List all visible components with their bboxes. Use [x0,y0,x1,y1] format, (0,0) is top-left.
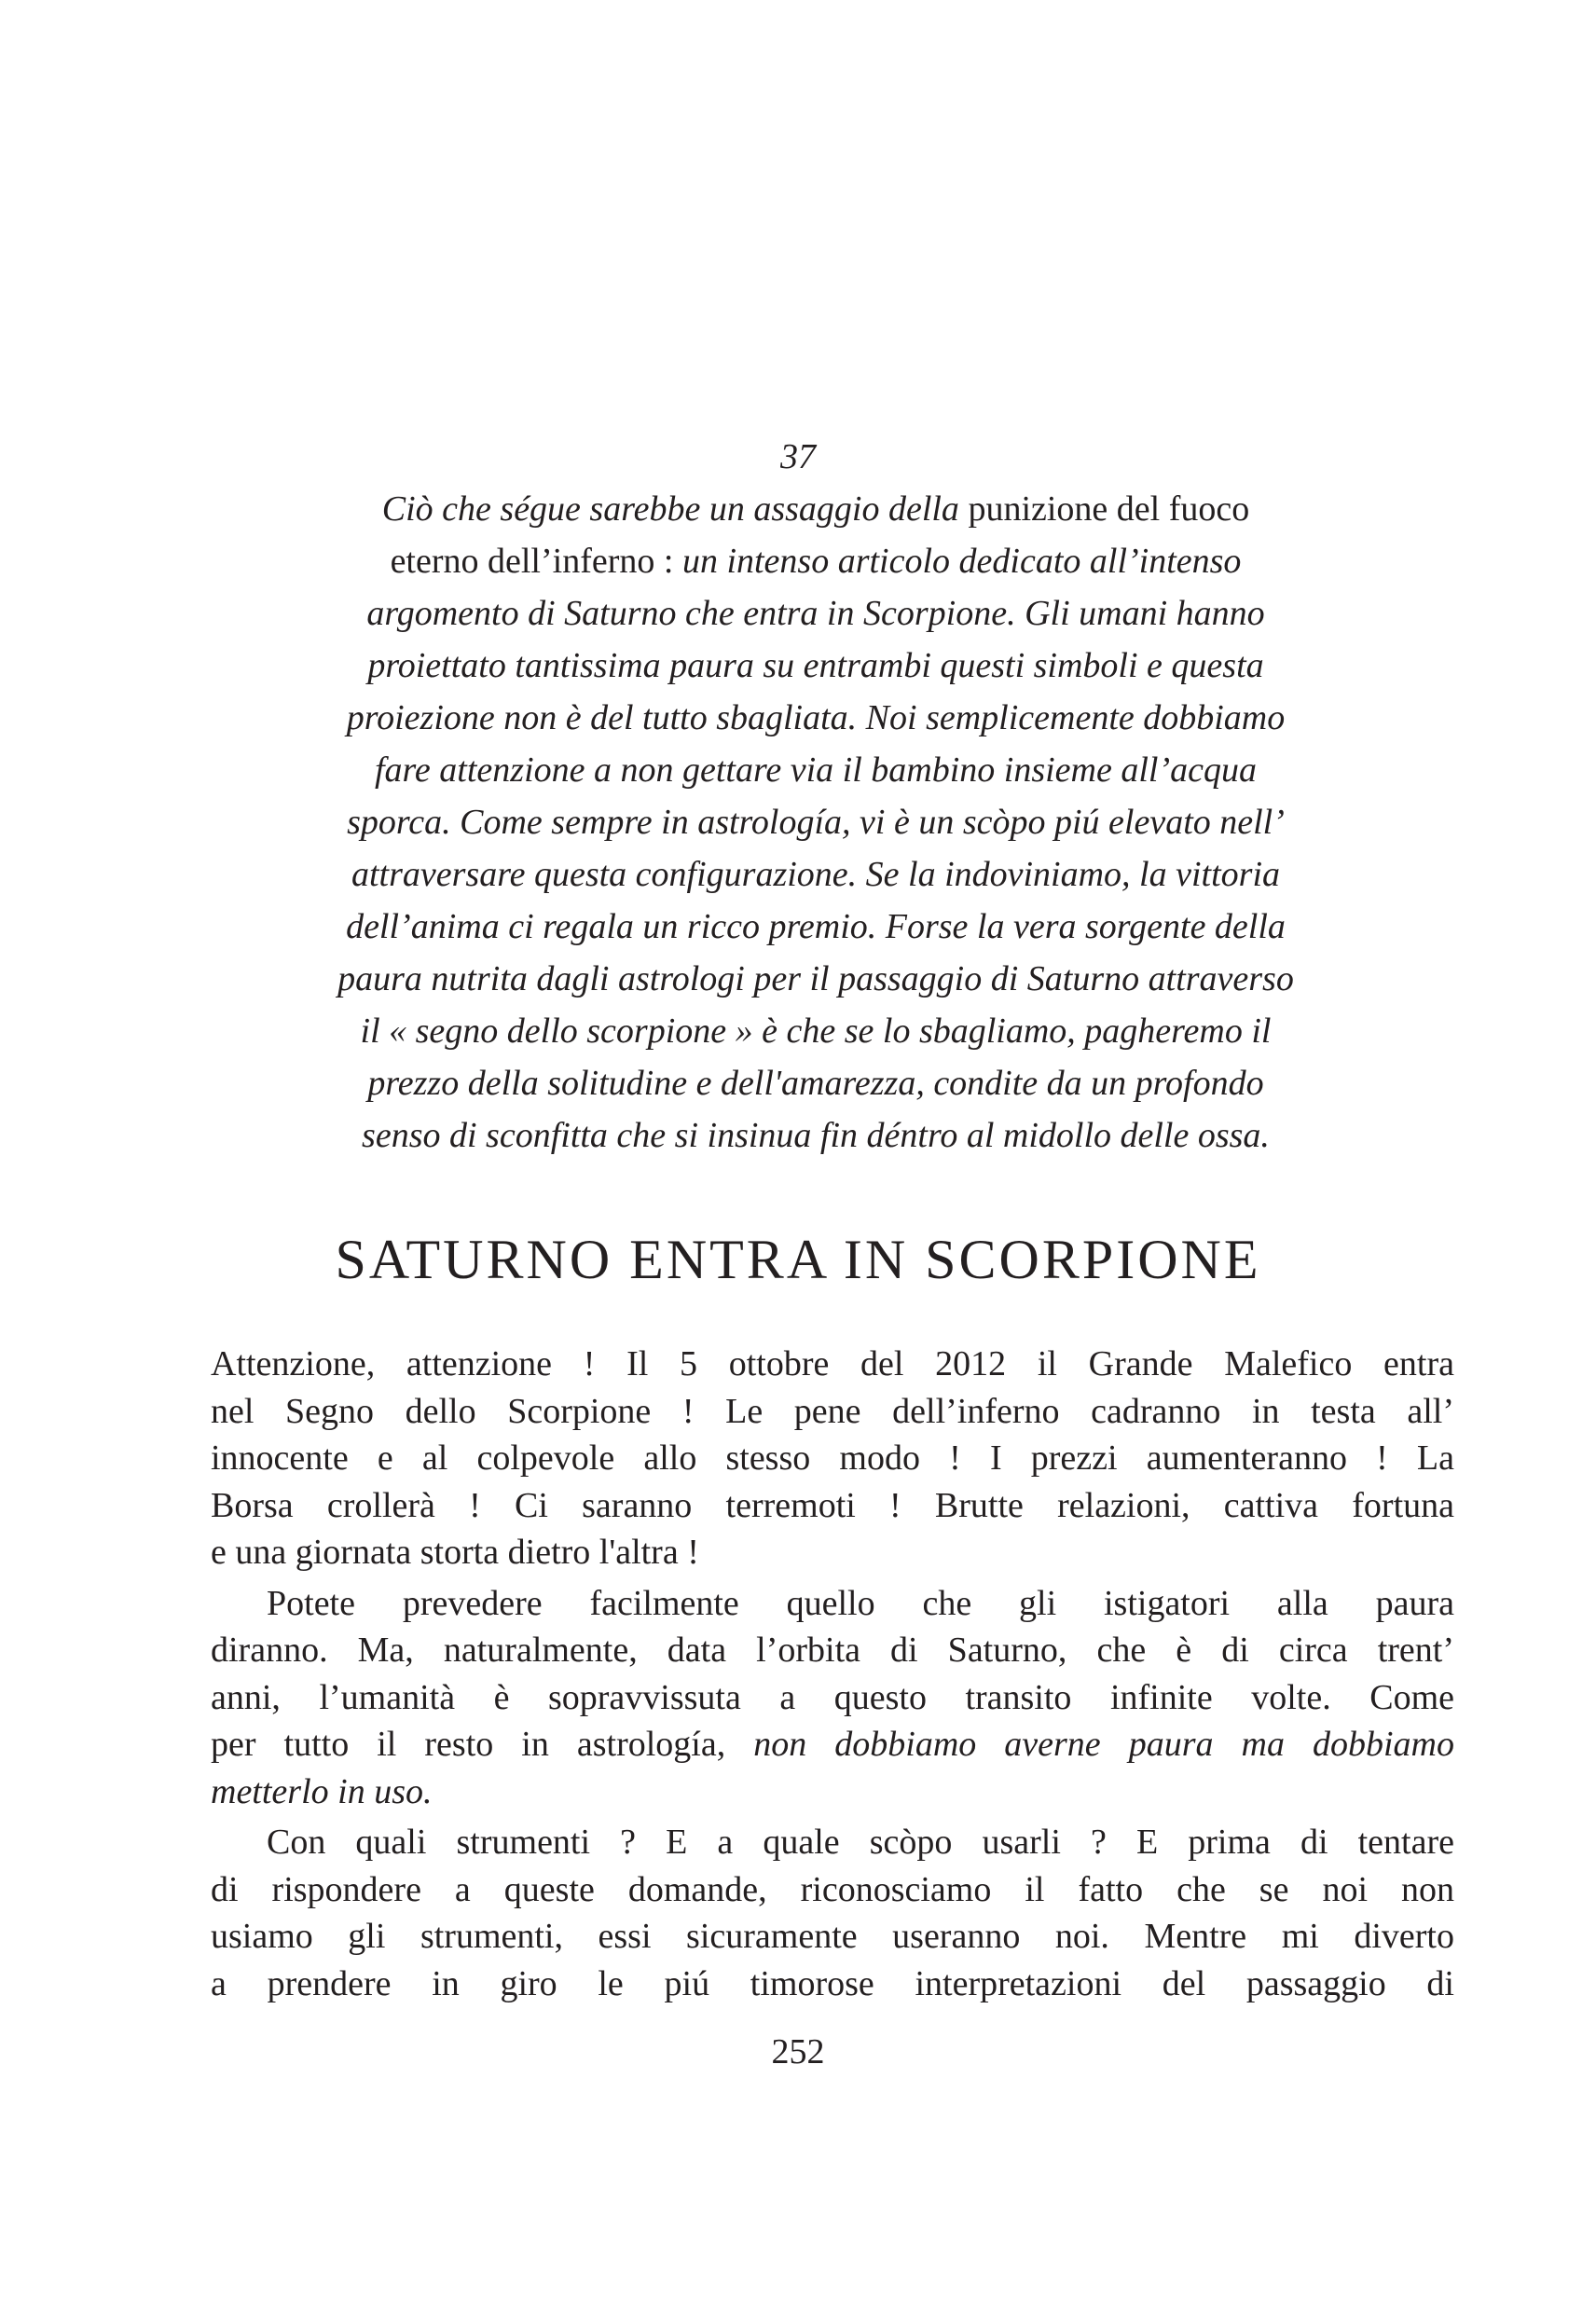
text: eterno dell’inferno : [390,542,682,581]
text-line [211,1627,1454,1674]
epigraph-line [280,848,1352,901]
text: diranno. Ma, naturalmente, data l’orbita di Saturno, che è di circa trent’ [211,1631,1454,1670]
paragraph [211,1580,1454,1816]
italic-text: paura nutrita dagli astrologi per il passaggio di Saturno attraverso [337,959,1294,998]
italic-text: fare attenzione a non gettare via il bambino insieme all’acqua [375,750,1257,790]
text-line [211,1529,1454,1576]
italic-text: un intenso articolo dedicato all’intenso [681,542,1242,581]
italic-text: proiezione non è del tutto sbagliata. Noi semplicemente dobbiamo [346,698,1286,737]
section-title: SATURNO ENTRA IN SCORPIONE [335,1229,1261,1290]
epigraph-line [280,535,1352,587]
text-line [211,1866,1454,1914]
text-line [211,1341,1454,1388]
italic-text: metterlo in uso. [211,1771,433,1811]
chapter-number: 37 [780,437,816,476]
text: Borsa crollerà ! Ci saranno terremoti ! Brutte relazioni, cattiva fortuna [211,1485,1454,1525]
text: anni, l’umanità è sopravvissuta a questo transito infinite volte. Come [211,1677,1454,1717]
text-line [211,1721,1454,1768]
italic-text: attraversare questa configurazione. Se la indoviniamo, la vittoria [351,855,1280,894]
text: di rispondere a queste domande, riconosciamo il fatto che se noi non [211,1869,1454,1909]
epigraph-line [280,1005,1352,1057]
paragraph [211,1819,1454,2007]
text-line [211,1388,1454,1436]
text: a prendere in giro le piú timorose interpretazioni del passaggio di [211,1963,1454,2003]
epigraph-line [280,796,1352,848]
text: innocente e al colpevole allo stesso modo ! I prezzi aumenteranno ! La [211,1438,1454,1478]
italic-text: sporca. Come sempre in astrología, vi è un scòpo piú elevato nell’ [347,803,1285,842]
text-line [211,1580,1454,1628]
paragraph [211,1341,1454,1576]
epigraph-line [280,640,1352,692]
epigraph-line [280,587,1352,640]
epigraph-line [280,953,1352,1005]
text: nel Segno dello Scorpione ! Le pene dell’inferno cadranno in testa all’ [211,1391,1454,1431]
text-line [211,1819,1454,1866]
body-text [211,1341,1454,2007]
italic-text: prezzo della solitudine e dell'amarezza, condite da un profondo [367,1064,1264,1103]
text-line [211,1913,1454,1961]
italic-text: dell’anima ci regala un ricco premio. Forse la vera sorgente della [346,907,1286,946]
text: usiamo gli strumenti, essi sicuramente useranno noi. Mentre mi diverto [211,1917,1454,1956]
text: Attenzione, attenzione ! Il 5 ottobre del 2012 il Grande Malefico entra [211,1344,1454,1383]
text: Potete prevedere facilmente quello che gli istigatori alla paura [267,1583,1454,1623]
text-line [211,1768,1454,1816]
text: punizione del fuoco [968,489,1250,529]
italic-text: proiettato tantissima paura su entrambi questi simboli e questa [367,646,1264,685]
text-line [211,1961,1454,2008]
text-line [211,1482,1454,1530]
epigraph-line [280,901,1352,953]
italic-text: Ciò che ségue sarebbe un assaggio della [381,489,969,529]
text: per tutto il resto in astrología, [211,1725,754,1764]
text: Con quali strumenti ? E a quale scòpo usarli ? E prima di tentare [267,1823,1454,1862]
text-line [211,1435,1454,1482]
epigraph-line [280,1057,1352,1109]
italic-text: il « segno dello scorpione » è che se lo sbagliamo, pagheremo il [360,1012,1272,1051]
epigraph-line [280,744,1352,796]
italic-text: argomento di Saturno che entra in Scorpione. Gli umani hanno [366,594,1265,633]
text: e una giornata storta dietro l'altra ! [211,1533,699,1572]
italic-text: senso di sconfitta che si insinua fin déntro al midollo delle ossa. [362,1116,1270,1155]
epigraph-line [280,483,1352,535]
epigraph [280,483,1352,1162]
italic-text: non dobbiamo averne paura ma dobbiamo [753,1725,1454,1764]
epigraph-line [280,692,1352,744]
page-number: 252 [771,2032,825,2071]
epigraph-line [280,1109,1352,1162]
text-line [211,1674,1454,1722]
